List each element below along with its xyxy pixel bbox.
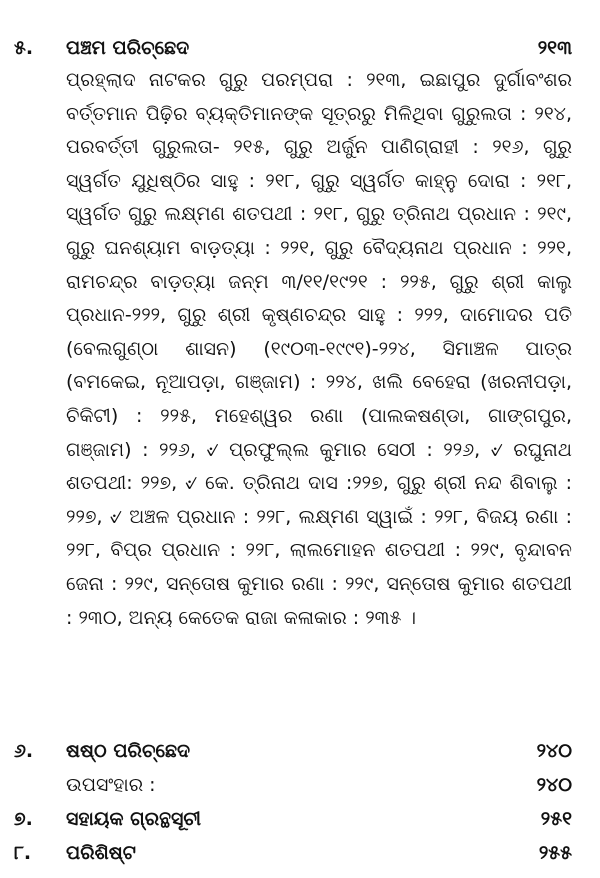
chapter-5-contents: ପ୍ରହ୍ଲାଦ ନାଟକର ଗୁରୁ ପରମ୍ପରା : ୨୧୩, ଇଛାପୁର ଦୁର୍ଗାବଂଶର ବର୍ତ୍ତମାନ ପିଢ଼ିର ବ୍ୟକ୍ତିମାନଙ୍କ ସୂତ୍ରରୁ ମିଳିଥିବା ଗୁରୁଲତା : ୨୧୪, ପରବର୍ତ୍ତୀ ଗୁରୁଲତା- ୨୧୫, ଗୁରୁ ଅର୍ଜୁନ ପାଣିଗ୍ରାହୀ : ୨୧୬, ଗୁରୁ ସ୍ୱର୍ଗତ ଯୁଧିଷ୍ଠିର ସାହୁ : ୨୧୮, ଗୁରୁ ସ୍ୱର୍ଗତ କାହ୍ନୁ ଦୋରା : ୨୧୮, ସ୍ୱର୍ଗତ ଗୁରୁ ଲକ୍ଷ୍ମଣ ଶତପଥୀ : ୨୧୮, ଗୁରୁ ତ୍ରିନାଥ ପ୍ରଧାନ : ୨୧୯, ଗୁରୁ ଘନଶ୍ୟାମ ବାଡ଼ତ୍ୟା : ୨୨୧, ଗୁରୁ ବୈଦ୍ୟନାଥ ପ୍ରଧାନ : ୨୨୧, ରାମଚନ୍ଦ୍ର ବାଡ଼ତ୍ୟା ଜନ୍ମ ୩/୧୧/୧୯୨୧ : ୨୨୫, ଗୁରୁ ଶ୍ରୀ କାଲୁ ପ୍ରଧାନ-୨୨୨, ଗୁରୁ ଶ୍ରୀ କୃଷ୍ଣଚନ୍ଦ୍ର ସାହୁ : ୨୨୨, ଦାମୋଦର ପତି (ବେଲଗୁଣ୍ଠା ଶାସନ) (୧୯୦୩-୧୯୯୧)-୨୨୪, ସିମାଞ୍ଚଳ ପାତ୍ର (ବମକେଇ, ନୂଆପଡ଼ା, ଗଞ୍ଜାମ) : ୨୨୪, ଖଲି ବେହେରା (ଖରନୀପଡ଼ା, ଚିକିଟୀ) : ୨୨୫, ମହେଶ୍ୱର ରଣା (ପାଲକଷଣ୍ଡା, ଗାଙ୍ଗପୁର, ଗଞ୍ଜାମ) : ୨୨୬, ୰ ପ୍ରଫୁଲ୍ଲ କୁମାର ସେଠୀ : ୨୨୬, ୰ ରଘୁନାଥ ଶତପଥୀ: ୨୨୭, ୰ କେ. ତ୍ରିନାଥ ଦାସ :୨୨୭, ଗୁରୁ ଶ୍ରୀ ନନ୍ଦ ଶିବାଲୁ : ୨୨୭, ୰ ଅଞ୍ଚଳ ପ୍ରଧାନ : ୨୨୮, ଲକ୍ଷ୍ମଣ ସ୍ୱାଇଁ : ୨୨୮, ବିଜୟ ରଣା : ୨୨୮, ବିପ୍ର ପ୍ରଧାନ : ୨୨୮, ଲାଲମୋହନ ଶତପଥୀ : ୨୨୯, ବୃନ୍ଦାବନ ଜେନା : ୨୨୯, ସନ୍ତୋଷ କୁମାର ରଣା : ୨୨୯, ସନ୍ତୋଷ କୁମାର ଶତପଥୀ : ୨୩୦, ଅନ୍ୟ କେତେକ ରାଜା କଳାକାର : ୨୩୫ । bbox=[66, 69, 572, 629]
toc-entry-chapter-7 bbox=[0, 801, 600, 837]
toc-entry-chapter-8 bbox=[0, 835, 600, 871]
chapter-title: ଷଷ୍ଠ ପରିଚ୍ଛେଦ bbox=[66, 740, 191, 762]
page-number: ୨୫୫ bbox=[538, 842, 572, 864]
chapter-number: ୮. bbox=[14, 842, 32, 864]
chapter-number: ୫. bbox=[14, 37, 34, 59]
toc-entry-chapter-5 bbox=[0, 30, 600, 66]
chapter-title: ପଞ୍ଚମ ପରିଚ୍ଛେଦ bbox=[66, 37, 190, 59]
chapter-title: ସହାୟକ ଗ୍ରନ୍ଥସୂଚୀ bbox=[66, 808, 202, 830]
page-number: ୨୪୦ bbox=[536, 740, 572, 762]
section-title: ଉପସଂହାର : bbox=[66, 774, 156, 796]
chapter-title: ପରିଶିଷ୍ଟ bbox=[66, 842, 136, 864]
chapter-number: ୭. bbox=[14, 808, 33, 830]
chapter-number: ୬. bbox=[14, 740, 34, 762]
toc-entry-chapter-6 bbox=[0, 733, 600, 769]
toc-entry-conclusion bbox=[0, 767, 600, 803]
page-number: ୨୫୧ bbox=[540, 808, 572, 830]
page-number: ୨୧୩ bbox=[537, 37, 572, 59]
page-number: ୨୪୦ bbox=[536, 774, 572, 796]
